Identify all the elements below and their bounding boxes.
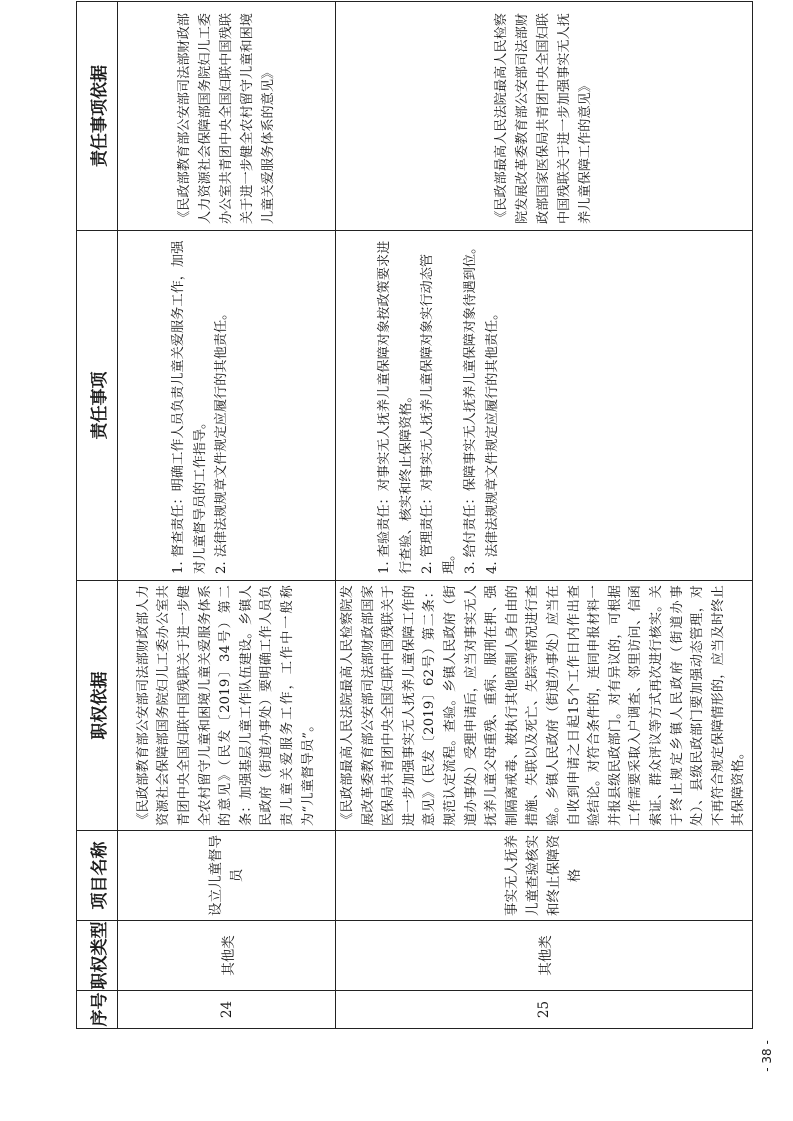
table-row xyxy=(118,2,336,1029)
page-number: - 38 - xyxy=(760,1040,774,1072)
row-seq: 24 xyxy=(118,991,336,1029)
row-ref: 《民政部最高人民法院最高人民检察院发展改革委教育部公安部司法部财政部国家医保局共青团中央全国妇联中国残联关于进一步加强事实无人抚养儿童保障工作的意见》 xyxy=(336,2,753,231)
duty-item: 3. 给付责任：保障事实无人抚养儿童保障对象待遇到位。 xyxy=(463,240,478,574)
header-name: 项目名称 xyxy=(77,831,118,921)
header-type: 职权类型 xyxy=(77,921,118,991)
row-duties xyxy=(118,231,336,581)
duty-item: 1. 查验责任：对事实无人抚养儿童保障对象按政策要求进行查验、核实和终止保障资格。 xyxy=(377,240,414,574)
row-name: 设立儿童督导员 xyxy=(118,831,336,921)
row-type: 其他类 xyxy=(118,921,336,991)
row-type: 其他类 xyxy=(336,921,753,991)
duty-item: 1. 督查责任：明确工作人员负责儿童关爱服务工作，加强对儿童督导员的工作指导。 xyxy=(171,240,208,574)
duty-table xyxy=(76,1,753,1029)
row-seq: 25 xyxy=(336,991,753,1029)
header-duty: 责任事项 xyxy=(77,231,118,581)
duty-item: 2. 管理责任：对事实无人抚养儿童保障对象实行动态管理。 xyxy=(420,253,457,574)
header-seq: 序号 xyxy=(77,991,118,1029)
row-basis: 《民政部最高人民法院最高人民检察院发展改革委教育部公安部司法部财政部国家医保局共青团中央全国妇联中国残联关于进一步加强事实无人抚养儿童保障工作的意见》（民发〔2019〕62号）第二条：规范认定流程。查验。乡镇人民政府（街道办事处）受理申请后，应当对事实无人抚养儿童父母重残、重病、服刑在押、强制隔离戒毒、被执行其他限制人身自由的措施、失联以及死亡、失踪等情况进行查验。乡镇人民政府（街道办事处）应当在自收到申请之日起15个工作日内作出查验结论。对符合条件的，连同申报材料一并报县级民政部门。对有异议的，可根据工作需要采取入户调查、邻里访问、信函索证、群众评议等方式再次进行核实。关于终止规定乡镇人民政府（街道办事处）、县级民政部门要加强动态管理，对不再符合规定保障情形的，应当及时终止其保障资格。 xyxy=(336,581,753,831)
row-duties xyxy=(336,231,753,581)
header-ref: 责任事项依据 xyxy=(77,2,118,231)
row-ref: 《民政部教育部公安部司法部财政部人力资源社会保障部国务院妇儿工委办公室共青团中央全国妇联中国残联关于进一步健全农村留守儿童和困境儿童关爱服务体系的意见》 xyxy=(118,2,336,231)
table-header-row xyxy=(77,2,118,1029)
duty-item: 2. 法律法规规章文件规定应履行的其他责任。 xyxy=(214,306,229,574)
duty-item: 4. 法律法规规章文件规定应履行的其他责任。 xyxy=(484,306,500,574)
row-basis: 《民政部教育部公安部司法部财政部人力资源社会保障部国务院妇儿工委办公室共青团中央全国妇联中国残联关于进一步健全农村留守儿童和困境儿童关爱服务体系的意见》（民发〔2019〕34号）第二条：加强基层儿童工作队伍建设。乡镇人民政府（街道办事处）要明确工作人员负责儿童关爱服务工作，工作中一般称为“儿童督导员”。 xyxy=(118,581,336,831)
header-basis: 职权依据 xyxy=(77,581,118,831)
row-name: 事实无人抚养儿童查验核实和终止保障资格 xyxy=(336,831,753,921)
table-row xyxy=(336,2,753,1029)
